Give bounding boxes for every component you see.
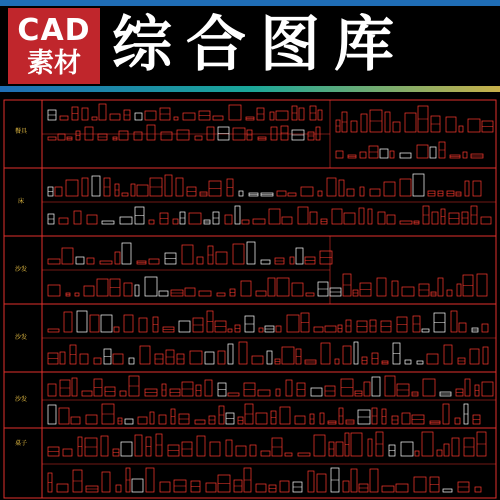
furniture-block xyxy=(473,181,481,196)
furniture-block xyxy=(290,257,294,264)
section-label-bed: 床 xyxy=(17,198,24,205)
furniture-block xyxy=(114,327,119,332)
furniture-block xyxy=(385,112,390,132)
furniture-block xyxy=(360,152,366,158)
furniture-block xyxy=(470,349,479,364)
furniture-block xyxy=(259,328,263,332)
furniture-block xyxy=(343,481,349,492)
furniture-block xyxy=(119,131,128,140)
furniture-block xyxy=(62,248,73,264)
furniture-block xyxy=(225,215,232,224)
cad-blocks-canvas xyxy=(0,92,500,500)
furniture-block xyxy=(483,347,488,364)
furniture-block xyxy=(48,384,56,396)
furniture-block xyxy=(80,354,88,364)
furniture-block xyxy=(64,312,72,332)
furniture-block xyxy=(110,114,120,120)
furniture-block xyxy=(159,291,168,296)
furniture-block xyxy=(239,191,243,196)
furniture-block xyxy=(124,315,133,332)
furniture-block xyxy=(361,114,367,132)
furniture-block xyxy=(267,351,272,364)
furniture-block xyxy=(55,187,62,196)
furniture-block xyxy=(459,323,466,332)
furniture-block xyxy=(87,215,97,224)
furniture-block xyxy=(77,311,87,332)
furniture-block xyxy=(149,259,159,264)
furniture-block xyxy=(402,413,410,424)
furniture-block xyxy=(459,126,463,132)
furniture-block xyxy=(206,483,216,492)
furniture-block xyxy=(102,472,110,492)
furniture-block xyxy=(256,413,267,424)
furniture-block xyxy=(314,327,323,332)
furniture-block xyxy=(308,471,314,492)
cad-material-badge xyxy=(8,8,100,84)
furniture-block xyxy=(465,181,469,196)
furniture-block xyxy=(217,293,225,296)
furniture-block xyxy=(100,261,112,264)
furniture-block xyxy=(113,354,123,364)
furniture-block xyxy=(452,438,459,456)
furniture-block xyxy=(115,252,120,264)
furniture-block xyxy=(364,382,370,396)
furniture-block xyxy=(310,212,317,224)
furniture-block xyxy=(159,415,166,424)
furniture-block xyxy=(228,329,232,332)
furniture-block xyxy=(269,209,280,224)
furniture-block xyxy=(306,293,314,296)
furniture-block xyxy=(122,193,128,196)
furniture-block xyxy=(205,352,214,364)
furniture-block xyxy=(468,119,480,132)
furniture-block xyxy=(270,112,274,120)
furniture-block xyxy=(396,484,408,492)
furniture-block xyxy=(131,184,135,196)
section-label-tableware: 餐具 xyxy=(14,128,27,135)
furniture-block xyxy=(161,132,172,140)
furniture-block xyxy=(147,125,155,140)
furniture-block xyxy=(298,207,308,224)
furniture-block xyxy=(438,278,443,296)
furniture-block xyxy=(132,479,143,492)
furniture-block xyxy=(285,453,292,456)
furniture-block xyxy=(372,377,380,396)
furniture-block xyxy=(185,288,195,296)
furniture-block xyxy=(102,221,114,224)
furniture-block xyxy=(195,136,202,140)
furniture-block xyxy=(135,285,139,296)
furniture-block xyxy=(48,329,59,332)
section-label-sofa-3: 沙发 xyxy=(14,396,27,403)
furniture-block xyxy=(48,405,56,424)
furniture-block xyxy=(423,379,435,396)
furniture-block xyxy=(94,358,101,364)
furniture-block xyxy=(174,117,178,120)
furniture-block xyxy=(414,477,426,492)
furniture-block xyxy=(149,220,154,224)
furniture-block xyxy=(443,489,452,492)
section-label-table: 桌子 xyxy=(14,440,27,447)
furniture-block xyxy=(216,252,227,264)
furniture-block xyxy=(250,445,256,456)
furniture-block xyxy=(301,187,313,196)
banner xyxy=(0,0,500,92)
furniture-block xyxy=(298,453,310,456)
furniture-block xyxy=(380,149,388,158)
furniture-block xyxy=(451,311,457,332)
furniture-block xyxy=(253,219,265,224)
furniture-block xyxy=(82,108,88,120)
furniture-block xyxy=(482,382,493,396)
furniture-block xyxy=(124,283,132,296)
furniture-block xyxy=(282,347,294,364)
furniture-block xyxy=(354,342,358,364)
furniture-block xyxy=(48,259,60,264)
furniture-block xyxy=(235,206,240,224)
furniture-block xyxy=(48,137,56,140)
furniture-block xyxy=(347,189,354,196)
furniture-block xyxy=(296,248,303,264)
furniture-block xyxy=(160,482,170,492)
furniture-block xyxy=(339,180,344,196)
furniture-block xyxy=(261,451,270,456)
furniture-block xyxy=(58,134,65,140)
furniture-block xyxy=(233,244,244,264)
furniture-block xyxy=(316,127,320,140)
furniture-block xyxy=(256,291,266,296)
furniture-block xyxy=(75,293,79,296)
furniture-block xyxy=(92,176,100,196)
furniture-block xyxy=(66,180,78,196)
furniture-block xyxy=(145,277,157,296)
furniture-block xyxy=(176,178,183,196)
furniture-block xyxy=(368,209,372,224)
furniture-block xyxy=(360,187,364,196)
furniture-block xyxy=(213,116,223,120)
furniture-block xyxy=(482,324,488,332)
furniture-block xyxy=(271,127,277,140)
furniture-block xyxy=(392,281,398,296)
furniture-block xyxy=(228,393,239,396)
furniture-block xyxy=(382,486,394,492)
furniture-block xyxy=(295,416,305,424)
furniture-block xyxy=(387,215,395,224)
furniture-block xyxy=(314,435,325,456)
badge-material-text: 素材 xyxy=(27,47,81,79)
furniture-block xyxy=(129,358,134,364)
furniture-block xyxy=(444,345,452,364)
furniture-block xyxy=(332,209,342,224)
furniture-block xyxy=(239,342,247,364)
furniture-block xyxy=(218,351,225,364)
furniture-block xyxy=(299,108,304,120)
badge-cad-text: CAD xyxy=(17,12,91,48)
furniture-block xyxy=(351,469,357,492)
furniture-block xyxy=(48,285,60,296)
furniture-block xyxy=(422,329,429,332)
furniture-block xyxy=(402,287,414,296)
furniture-block xyxy=(120,391,126,396)
furniture-block xyxy=(82,178,88,196)
furniture-block xyxy=(146,468,154,492)
furniture-block xyxy=(286,380,292,396)
furniture-block xyxy=(85,127,93,140)
furniture-block xyxy=(351,433,362,456)
page-title: 综合图库 xyxy=(112,10,408,80)
furniture-block xyxy=(135,435,142,456)
furniture-block xyxy=(311,388,322,396)
furniture-block xyxy=(101,436,108,456)
furniture-block xyxy=(210,442,220,456)
furniture-block xyxy=(150,412,154,424)
furniture-block xyxy=(317,474,326,492)
furniture-block xyxy=(256,484,266,492)
furniture-block xyxy=(199,291,211,296)
furniture-block xyxy=(359,208,364,224)
furniture-block xyxy=(205,380,212,396)
furniture-block xyxy=(76,257,84,264)
furniture-block xyxy=(443,404,449,424)
furniture-block xyxy=(252,356,263,364)
furniture-block xyxy=(84,286,94,296)
furniture-block xyxy=(139,318,147,332)
furniture-block xyxy=(276,389,280,396)
furniture-block xyxy=(247,242,255,264)
furniture-block xyxy=(97,279,108,296)
furniture-block xyxy=(437,450,442,456)
furniture-block xyxy=(370,469,378,492)
furniture-block xyxy=(228,344,233,364)
furniture-block xyxy=(261,260,270,264)
furniture-block xyxy=(287,315,299,332)
furniture-block xyxy=(282,217,292,224)
furniture-block xyxy=(401,442,413,456)
furniture-block xyxy=(457,284,461,296)
furniture-block xyxy=(320,413,324,424)
furniture-block xyxy=(343,346,351,364)
furniture-block xyxy=(368,439,372,456)
furniture-block xyxy=(242,220,249,224)
furniture-block xyxy=(384,182,395,196)
furniture-block xyxy=(417,145,428,158)
furniture-block xyxy=(165,175,172,196)
furniture-block xyxy=(318,110,322,120)
furniture-block xyxy=(393,122,400,132)
furniture-block xyxy=(87,258,94,264)
furniture-block xyxy=(177,130,189,140)
furniture-block xyxy=(292,283,303,296)
furniture-block xyxy=(427,354,438,364)
furniture-block xyxy=(258,390,270,396)
furniture-block xyxy=(344,213,355,224)
furniture-block xyxy=(197,257,203,264)
furniture-block xyxy=(385,376,395,396)
furniture-block xyxy=(430,147,436,158)
furniture-block xyxy=(465,379,470,396)
furniture-block xyxy=(422,432,433,456)
furniture-block xyxy=(138,417,147,424)
furniture-block xyxy=(92,117,97,120)
furniture-block xyxy=(125,419,133,424)
furniture-block xyxy=(321,343,330,364)
furniture-block xyxy=(195,420,205,424)
furniture-block xyxy=(179,321,190,332)
furniture-block xyxy=(229,105,241,120)
furniture-block xyxy=(280,481,289,492)
furniture-block xyxy=(59,408,69,424)
furniture-block xyxy=(481,217,491,224)
furniture-block xyxy=(57,484,68,492)
furniture-block xyxy=(405,113,416,132)
furniture-block xyxy=(318,191,322,196)
furniture-block xyxy=(417,361,423,364)
furniture-block xyxy=(378,212,385,224)
furniture-block xyxy=(455,418,460,424)
furniture-block xyxy=(475,487,481,492)
furniture-block xyxy=(477,274,487,296)
furniture-block xyxy=(446,117,456,132)
cad-drawing-sheet xyxy=(0,92,500,500)
furniture-block xyxy=(60,352,65,364)
furniture-block xyxy=(288,193,296,196)
furniture-block xyxy=(99,104,106,120)
furniture-block xyxy=(463,152,467,158)
furniture-block xyxy=(120,217,132,224)
furniture-block xyxy=(82,391,92,396)
furniture-block xyxy=(182,245,193,264)
section-label-sofa-1: 沙发 xyxy=(14,266,27,273)
furniture-block xyxy=(236,446,246,456)
furniture-block xyxy=(413,174,424,196)
furniture-block xyxy=(207,127,214,140)
furniture-block xyxy=(60,116,68,120)
furniture-block xyxy=(197,436,205,456)
furniture-block xyxy=(336,442,343,456)
furniture-block xyxy=(137,185,148,196)
furniture-block xyxy=(86,415,97,424)
furniture-block xyxy=(72,378,77,396)
furniture-block xyxy=(447,290,452,296)
furniture-block xyxy=(268,278,275,296)
furniture-block xyxy=(277,278,289,296)
furniture-block xyxy=(444,444,449,456)
furniture-block xyxy=(370,189,380,196)
furniture-block xyxy=(405,360,411,364)
furniture-block xyxy=(140,346,150,364)
furniture-block xyxy=(327,178,336,196)
furniture-block xyxy=(183,113,195,120)
furniture-block xyxy=(226,440,232,456)
furniture-block xyxy=(121,442,132,456)
furniture-block xyxy=(190,351,202,364)
furniture-block xyxy=(335,359,339,364)
furniture-block xyxy=(280,407,290,424)
furniture-block xyxy=(90,315,99,332)
furniture-block xyxy=(336,151,343,158)
furniture-block xyxy=(400,153,411,158)
furniture-block xyxy=(415,451,419,456)
furniture-block xyxy=(145,111,156,120)
furniture-block xyxy=(400,221,412,224)
furniture-block xyxy=(189,213,201,224)
furniture-block xyxy=(276,326,281,332)
furniture-block xyxy=(173,219,178,224)
furniture-block xyxy=(101,315,112,332)
furniture-block xyxy=(400,179,411,196)
furniture-block xyxy=(135,113,142,120)
furniture-block xyxy=(276,111,288,120)
furniture-block xyxy=(377,278,386,296)
furniture-block xyxy=(134,132,142,140)
furniture-block xyxy=(74,211,81,224)
furniture-block xyxy=(71,417,80,424)
furniture-block xyxy=(277,191,286,196)
furniture-block xyxy=(432,212,438,224)
furniture-block xyxy=(116,485,121,492)
furniture-block xyxy=(390,151,394,158)
furniture-block xyxy=(325,326,336,332)
furniture-block xyxy=(63,449,72,456)
furniture-block xyxy=(122,243,131,264)
furniture-block xyxy=(241,281,251,296)
furniture-block xyxy=(351,121,357,132)
furniture-block xyxy=(59,218,68,224)
section-label-sofa-2: 沙发 xyxy=(14,334,27,341)
